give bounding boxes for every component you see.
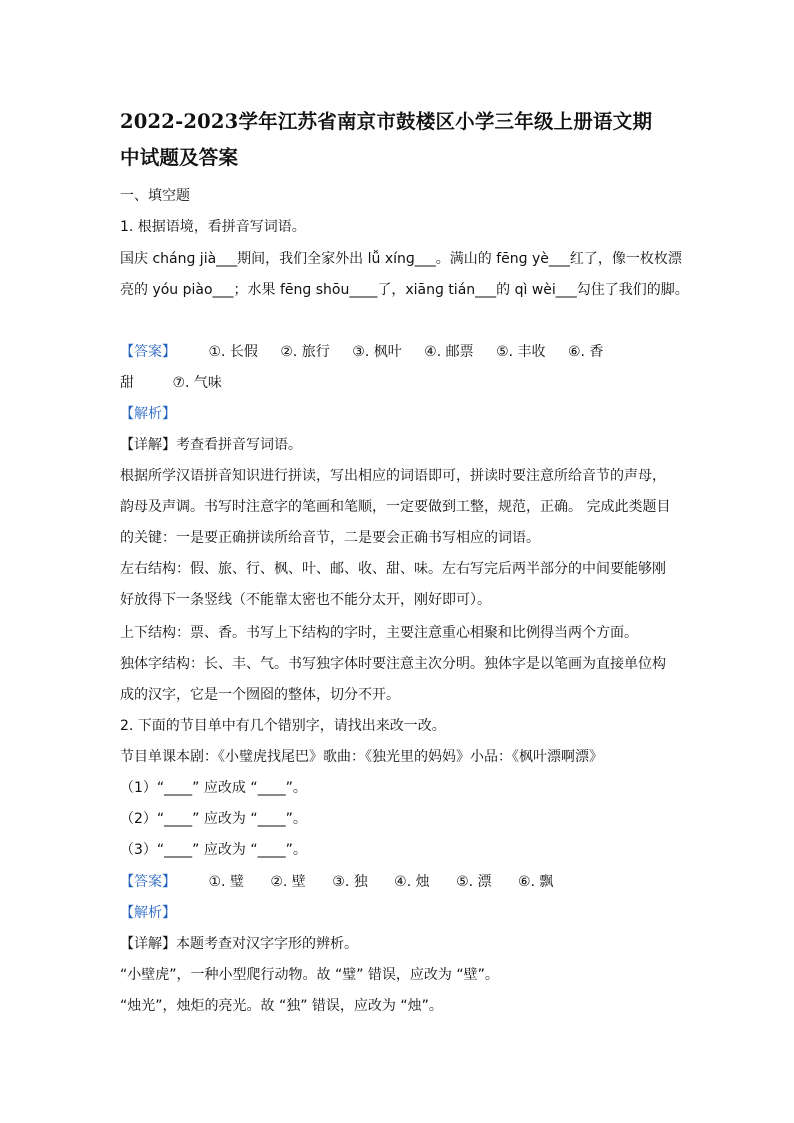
question-1-text-line-1: 国庆 chánɡ jià___期间，我们全家外出 lǚ xínɡ___。满山的 fēnɡ yè___红了，像一枚枚漂 [120, 251, 682, 267]
explanation-line: 成的汉字，它是一个囫囵的整体，切分不开。 [120, 687, 400, 703]
explanation-line: 韵母及声调。书写时注意字的笔画和笔顺，一定要做到工整，规范，正确。 完成此类题目 [120, 499, 671, 515]
section-heading: 一、填空题 [120, 188, 190, 204]
answer-label: 【答案】 [120, 344, 176, 360]
answer-item: 甜 [120, 375, 134, 391]
fill-blank-row: （2）“____” 应改为 “____”。 [120, 811, 307, 827]
explanation-line: “烛光”，烛炬的亮光。故 “独” 错误，应改为 “烛”。 [120, 998, 443, 1014]
page-title [120, 104, 680, 176]
detail-heading: 【详解】考查看拼音写词语。 [120, 437, 302, 453]
explanation-line: 独体字结构：长、丰、气。书写独字体时要注意主次分明。独体字是以笔画为直接单位构 [120, 656, 666, 672]
title-line-2: 中试题及答案 [120, 146, 239, 169]
analysis-label: 【解析】 [120, 905, 176, 921]
explanation-line: “小壁虎”，一种小型爬行动物。故 “璧” 错误，应改为 “壁”。 [120, 967, 499, 983]
answer-item: ⑤. 漂 [456, 874, 492, 890]
explanation-line: 好放得下一条竖线（不能靠太密也不能分太开，刚好即可）。 [120, 592, 491, 608]
answer-item: ③. 独 [332, 874, 368, 890]
answer-item: ③. 枫叶 [352, 344, 402, 360]
question-1-stem: 1. 根据语境，看拼音写词语。 [120, 219, 306, 235]
answer-item: ④. 邮票 [424, 344, 474, 360]
fill-blank-row: （1）“____” 应改成 “____”。 [120, 780, 307, 796]
answer-item: ⑤. 丰收 [496, 344, 546, 360]
answer-item: ⑦. 气味 [172, 375, 222, 391]
answer-label: 【答案】 [120, 874, 176, 890]
detail-heading: 【详解】本题考查对汉字字形的辨析。 [120, 936, 358, 952]
analysis-label: 【解析】 [120, 406, 176, 422]
answer-item: ⑥. 飘 [517, 874, 554, 890]
answer-item: ⑥. 香 [567, 344, 604, 360]
question-1-text-line-2: 亮的 yóu piào___；水果 fēnɡ shōu____了，xiānɡ tián___的 qì wèi___勾住了我们的脚。 [120, 282, 689, 298]
explanation-line: 上下结构：票、香。书写上下结构的字时，主要注意重心相聚和比例得当两个方面。 [120, 625, 638, 641]
question-2-answer [120, 873, 575, 891]
explanation-line: 的关键：一是要正确拼读所给音节，二是要会正确书写相应的词语。 [120, 530, 540, 546]
program-list: 节目单课本剧：《小璧虎找尾巴》歌曲：《独光里的妈妈》小品：《枫叶漂啊漂》 [120, 749, 603, 765]
answer-item: ②. 壁 [270, 874, 306, 890]
question-1-answer-cont [120, 374, 222, 392]
answer-item: ④. 烛 [394, 874, 430, 890]
question-1-answer [120, 343, 621, 361]
answer-item: ②. 旅行 [280, 344, 330, 360]
question-2-stem: 2. 下面的节目单中有几个错别字，请找出来改一改。 [120, 718, 446, 734]
explanation-line: 根据所学汉语拼音知识进行拼读，写出相应的词语即可，拼读时要注意所给音节的声母， [120, 468, 666, 484]
answer-item: ①. 璧 [208, 874, 244, 890]
title-line-1: 2022-2023学年江苏省南京市鼓楼区小学三年级上册语文期 [120, 110, 653, 133]
explanation-line: 左右结构：假、旅、行、枫、叶、邮、收、甜、味。左右写完后两半部分的中间要能够刚 [120, 561, 666, 577]
fill-blank-row: （3）“____” 应改为 “____”。 [120, 842, 307, 858]
answer-item: ①. 长假 [208, 344, 258, 360]
